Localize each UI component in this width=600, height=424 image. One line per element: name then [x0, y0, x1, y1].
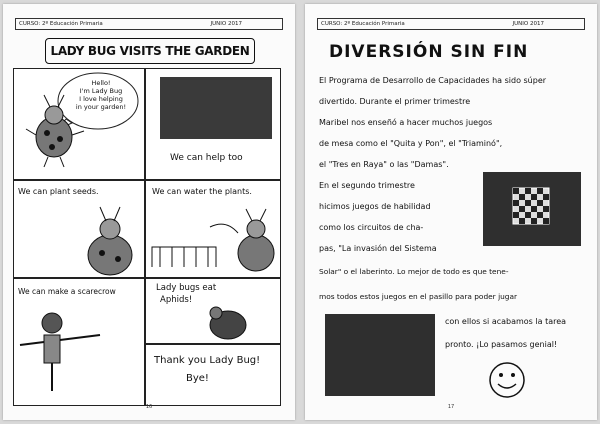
header-date: JUNIO 2017	[210, 21, 242, 27]
caption-help: We can help too	[170, 153, 243, 163]
body-line: En el segundo trimestre	[319, 181, 415, 190]
board-game-photo	[483, 172, 581, 246]
body-line: mos todos estos juegos en el pasillo para poder jugar	[319, 292, 518, 301]
speech-line: Hello!	[91, 79, 111, 87]
chess-board-drawing	[483, 172, 581, 246]
caption-water: We can water the plants.	[152, 187, 252, 196]
comic-title: LADY BUG VISITS THE GARDEN	[45, 38, 255, 64]
panel-seeds	[13, 180, 145, 278]
panel-help	[145, 68, 281, 180]
header-course: CURSO: 2º Educación Primaria	[321, 21, 405, 27]
caption-aphids-line1: Lady bugs eat	[156, 283, 217, 293]
caption-aphids-line2: Aphids!	[160, 295, 193, 305]
body-line: hicimos juegos de habilidad	[319, 202, 431, 211]
speech-line: in your garden!	[75, 103, 127, 111]
speech-bubble	[74, 79, 128, 111]
garden-photo	[160, 77, 272, 139]
left-page	[3, 4, 295, 420]
smiley-icon	[487, 360, 527, 400]
speech-line: I'm Lady Bug	[79, 87, 123, 95]
caption-thanks-line2: Bye!	[186, 373, 209, 384]
body-line: con ellos si acabamos la tarea	[445, 317, 567, 326]
body-line: El Programa de Desarrollo de Capacidades ha sido súper	[319, 76, 547, 85]
caption-scarecrow: We can make a scarecrow	[18, 287, 116, 296]
panel-water	[145, 180, 281, 278]
body-line: divertido. Durante el primer trimestre	[319, 97, 471, 106]
caption-seeds: We can plant seeds.	[18, 187, 99, 196]
panel-aphids	[145, 278, 281, 344]
page-header	[15, 18, 283, 30]
panel-ladybug-hello	[13, 68, 145, 180]
page-number: 17	[447, 404, 455, 410]
page-number: 16	[145, 404, 153, 410]
body-line: de mesa como el "Quita y Pon", el "Triaminó",	[319, 139, 503, 148]
body-line: pronto. ¡Lo pasamos genial!	[445, 340, 558, 349]
body-line: el "Tres en Raya" o las "Damas".	[319, 160, 449, 169]
page-header	[317, 18, 585, 30]
body-line: Solar" o el laberinto. Lo mejor de todo es que tene-	[319, 267, 509, 276]
body-line: pas, "La invasión del Sistema	[319, 244, 437, 253]
right-page	[305, 4, 597, 420]
classroom-photo	[325, 314, 435, 396]
scarecrow-drawing	[14, 279, 144, 405]
body-line: como los circuitos de cha-	[319, 223, 424, 232]
header-date: JUNIO 2017	[512, 21, 544, 27]
comic-grid	[13, 68, 281, 404]
article-title: DIVERSIÓN SIN FIN	[329, 42, 529, 62]
speech-line: I love helping	[79, 95, 123, 103]
body-line: Maribel nos enseñó a hacer muchos juegos	[319, 118, 493, 127]
header-course: CURSO: 2º Educación Primaria	[19, 21, 103, 27]
caption-thanks-line1: Thank you Lady Bug!	[154, 355, 261, 366]
panel-scarecrow	[13, 278, 145, 406]
panel-thanks	[145, 344, 281, 406]
